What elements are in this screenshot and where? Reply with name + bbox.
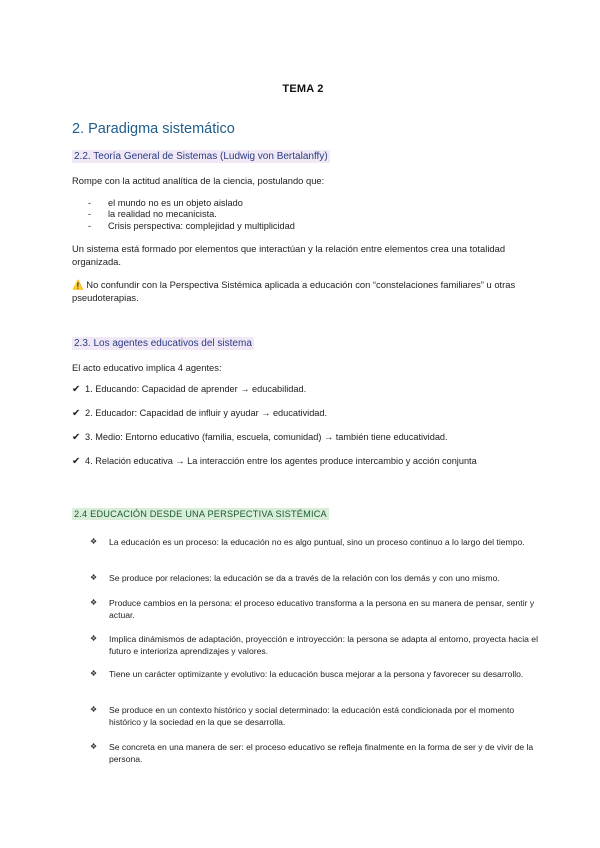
intro-paragraph: Rompe con la actitud analítica de la ciencia, postulando que: [72,175,325,186]
diamond-bullet-icon: ❖ [90,573,98,582]
system-paragraph: Un sistema está formado por elementos que interactúan y la relación entre elementos crea una totalidad organizada. [72,243,506,267]
list-item: - la realidad no mecanicista. [88,209,217,220]
check-icon: ✔ [72,456,81,467]
warning-icon: ⚠️ [72,279,84,290]
dash-list [88,198,295,232]
list-item: - el mundo no es un objeto aislado [88,198,243,208]
diamond-bullet-icon: ❖ [90,598,98,607]
diamond-bullet-icon: ❖ [90,634,98,643]
education-point: ❖ Se concreta en una manera de ser: el proceso educativo se refleja finalmente en la forma de ser y de vivir de la persona. [90,742,534,764]
education-point: ❖ Se produce en un contexto histórico y social determinado: la educación está condicionada por el momento histórico y la sociedad en la que se desarrolla. [90,705,515,727]
subheading-systemic-education-text: 2.4 EDUCACIÓN DESDE UNA PERSPECTIVA SISTÉMICA [74,509,327,519]
subheading-agents-text: 2.3. Los agentes educativos del sistema [74,338,252,349]
agent-item: ✔ 2. Educador: Capacidad de influir y ayudar → educatividad. [72,408,328,419]
warning-text: No confundir con la Perspectiva Sistémica aplicada a educación con “constelaciones familiares” u otras pseudoterapias. [72,279,516,303]
check-icon: ✔ [72,432,81,443]
page-title: TEMA 2 [282,83,324,95]
agents-intro: El acto educativo implica 4 agentes: [72,362,222,373]
agent-item: ✔ 4. Relación educativa → La interacción entre los agentes produce intercambio y acción conjunta [72,456,477,467]
diamond-bullet-icon: ❖ [90,705,98,714]
warning-paragraph [72,279,542,304]
education-point: ❖ Produce cambios en la persona: el proceso educativo transforma a la persona en su manera de pensar, sentir y actuar. [90,598,535,620]
subheading-agents [72,338,254,349]
diamond-bullet-icon: ❖ [90,742,98,751]
subheading-systems-theory [72,151,330,162]
agent-item: ✔ 1. Educando: Capacidad de aprender → educabilidad. [72,384,307,395]
diamond-bullet-icon: ❖ [90,537,98,546]
subheading-systems-theory-text: 2.2. Teoría General de Sistemas (Ludwig von Bertalanffy) [74,151,328,162]
diamond-bullet-icon: ❖ [90,669,98,678]
education-point: ❖ La educación es un proceso: la educación no es algo puntual, sino un proceso continuo a lo largo del tiempo. [90,537,525,547]
section-heading: 2. Paradigma sistemático [72,121,235,137]
agent-item: ✔ 3. Medio: Entorno educativo (familia, escuela, comunidad) → también tiene educatividad. [72,432,448,443]
education-point: ❖ Tiene un carácter optimizante y evolutivo: la educación busca mejorar a la persona y favorecer su desarrollo. [90,669,524,679]
check-icon: ✔ [72,384,81,395]
check-icon: ✔ [72,408,81,419]
list-item: - Crisis perspectiva: complejidad y multiplicidad [88,220,295,231]
subheading-systemic-education [72,509,329,519]
education-point: ❖ Se produce por relaciones: la educación se da a través de la relación con los demás y con uno mismo. [90,573,500,583]
education-point: ❖ Implica dinámismos de adaptación, proyección e introyección: la persona se adapta al entorno, proyecta hacia el futuro e interioriza aprendizajes y valores. [90,634,538,656]
